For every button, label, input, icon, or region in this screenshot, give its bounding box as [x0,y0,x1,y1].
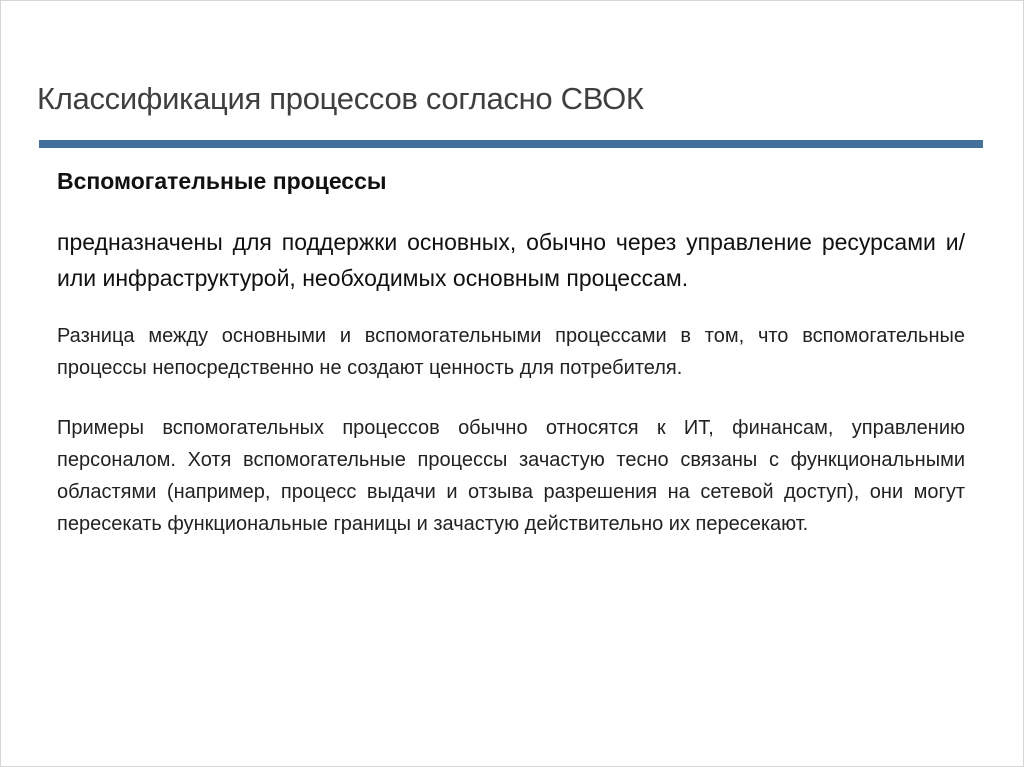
slide-body [57,166,965,540]
slide-title: Классификация процессов согласно СВОК [37,81,644,116]
body-paragraph-difference: Разница между основными и вспомогательными процессами в том, что вспомогательные процессы непосредственно не создают ценность для потребителя. [57,325,965,379]
lead-paragraph: предназначены для поддержки основных, обычно через управление ресурсами и/или инфраструктурой, необходимых основным процессам. [57,229,965,291]
title-underline-rule [39,140,983,148]
body-paragraph-examples: Примеры вспомогательных процессов обычно относятся к ИТ, финансам, управлению персоналом. Хотя вспомогательные процессы зачастую тесно связаны с функциональными областями (например, процесс выдачи и отзыва разрешения на сетевой доступ), они могут пересекать функциональные границы и зачастую действительно их пересекают. [57,417,965,535]
section-heading: Вспомогательные процессы [57,168,387,194]
